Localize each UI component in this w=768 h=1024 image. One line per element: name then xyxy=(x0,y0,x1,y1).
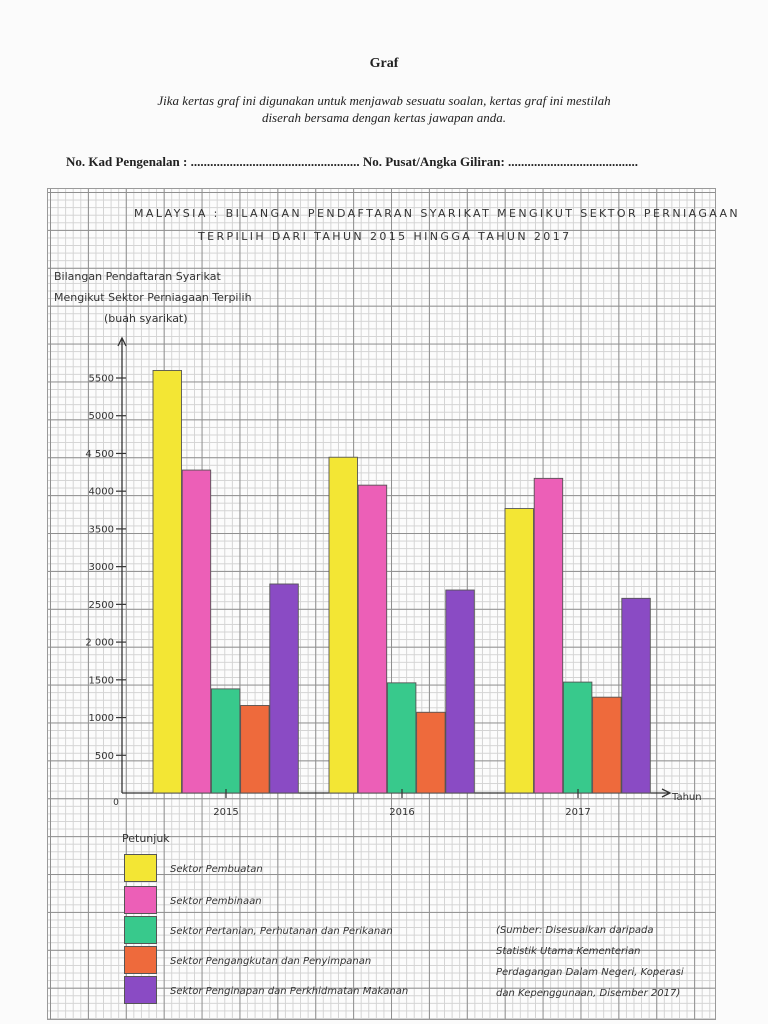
x-tick-label: 2017 xyxy=(565,807,591,818)
x-axis-title: Tahun xyxy=(672,792,702,803)
legend-swatch-pembinaan xyxy=(124,886,157,914)
bar xyxy=(329,457,358,793)
bar xyxy=(593,697,622,793)
y-axis-label-line-1: Bilangan Pendaftaran Syarikat xyxy=(54,270,221,283)
bar xyxy=(358,485,387,793)
legend-swatch-penginapan xyxy=(124,976,157,1004)
y-tick-label: 2500 xyxy=(88,599,114,611)
bar xyxy=(622,598,651,793)
bar xyxy=(241,705,270,793)
bar xyxy=(563,682,592,793)
legend-swatch-pertanian xyxy=(124,916,157,944)
identity-line: No. Kad Pengenalan : .................................................... No. Pusat/Angka Giliran: ........................................ xyxy=(66,154,639,169)
y-axis-label-line-2: Mengikut Sektor Perniagaan Terpilih xyxy=(54,291,252,304)
bar xyxy=(211,689,240,793)
legend-swatch-pembuatan xyxy=(124,854,157,882)
origin-label: 0 xyxy=(113,798,119,808)
source-line-1: (Sumber: Disesuaikan daripada xyxy=(496,925,654,936)
legend-title: Petunjuk xyxy=(122,832,170,845)
source-note xyxy=(496,920,684,1004)
x-tick-label: 2015 xyxy=(213,807,239,818)
bar xyxy=(153,370,182,793)
y-tick-label: 5500 xyxy=(88,373,114,385)
source-line-4: dan Kepenggunaan, Disember 2017) xyxy=(496,988,681,999)
y-tick-label: 1000 xyxy=(88,713,114,725)
legend-swatch-pengangkutan xyxy=(124,946,157,974)
source-line-2: Statistik Utama Kementerian xyxy=(496,946,641,957)
bar xyxy=(446,590,475,793)
y-tick-label: 5000 xyxy=(88,411,114,423)
chart-title-line-2: TERPILIH DARI TAHUN 2015 HINGGA TAHUN 2017 xyxy=(198,230,572,243)
instruction-line-1: Jika kertas graf ini digunakan untuk menjawab sesuatu soalan, kertas graf ini mestilah xyxy=(157,93,611,108)
y-tick-label: 4 500 xyxy=(85,448,114,460)
y-tick-label: 3500 xyxy=(88,524,114,536)
y-tick-label: 3000 xyxy=(88,562,114,574)
legend-label-pertanian: Sektor Pertanian, Perhutanan dan Perikanan xyxy=(170,926,393,937)
chart-title-line-1: MALAYSIA : BILANGAN PENDAFTARAN SYARIKAT MENGIKUT SEKTOR PERNIAGAAN xyxy=(134,207,741,220)
page-title: Graf xyxy=(369,56,399,71)
bar xyxy=(505,509,534,793)
legend-label-penginapan: Sektor Penginapan dan Perkhidmatan Makanan xyxy=(170,986,409,997)
legend-label-pembinaan: Sektor Pembinaan xyxy=(170,896,262,907)
x-tick-label: 2016 xyxy=(389,807,415,818)
legend-label-pengangkutan: Sektor Pengangkutan dan Penyimpanan xyxy=(170,956,372,967)
y-tick-label: 1500 xyxy=(88,675,114,687)
bar xyxy=(417,712,446,793)
instruction-line-2: diserah bersama dengan kertas jawapan anda. xyxy=(261,110,507,125)
bar xyxy=(534,478,563,793)
source-line-3: Perdagangan Dalam Negeri, Koperasi xyxy=(496,967,684,978)
y-tick-label: 4000 xyxy=(88,486,114,498)
y-axis-label-line-3: (buah syarikat) xyxy=(104,312,188,325)
legend-label-pembuatan: Sektor Pembuatan xyxy=(170,864,263,875)
y-tick-label: 500 xyxy=(94,750,114,762)
bar xyxy=(182,470,211,793)
y-tick-label: 2 000 xyxy=(85,637,114,649)
bar xyxy=(270,584,299,793)
bar xyxy=(387,683,416,793)
